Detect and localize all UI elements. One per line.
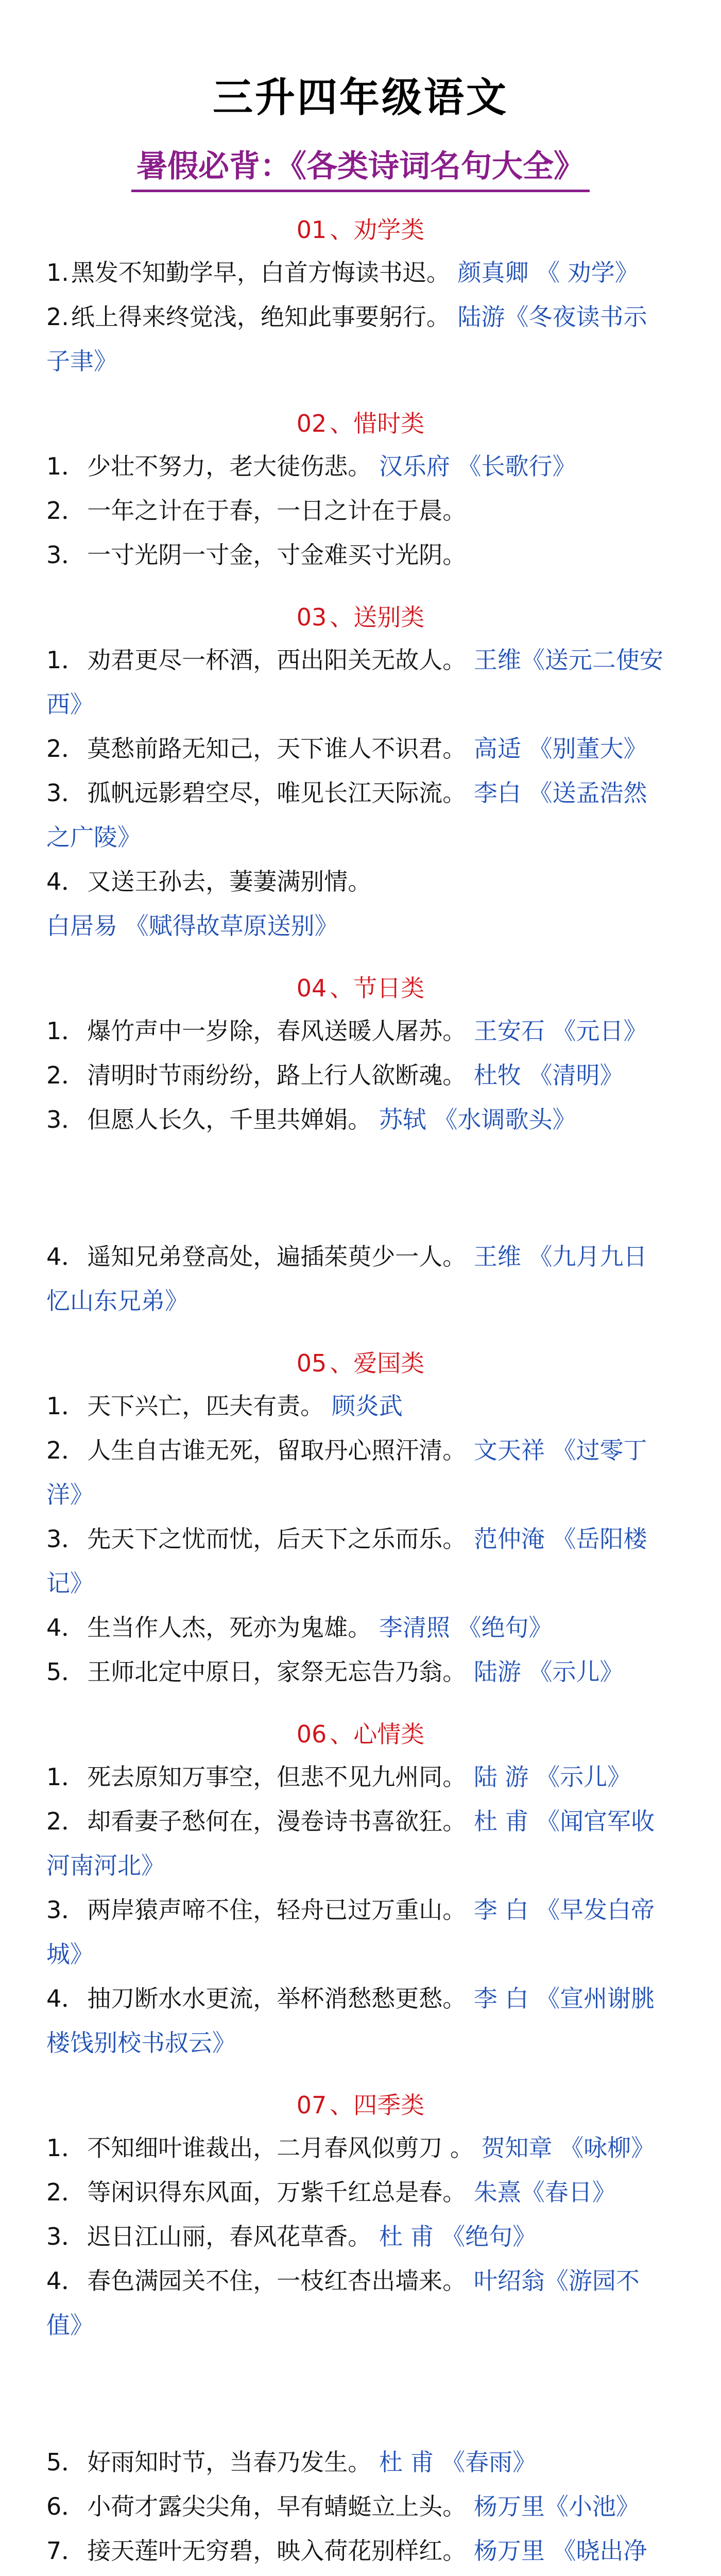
verse-source: 杨万里 《晓出净 xyxy=(473,2537,647,2565)
verse-item xyxy=(0,638,721,726)
verse-source: 高适 《别董大》 xyxy=(473,735,647,762)
verse-text: 不知细叶谁裁出，二月春风似剪刀 。 xyxy=(87,2134,474,2162)
verse-item xyxy=(0,1976,721,2065)
verse-text: 接天莲叶无穷碧，映入荷花别样红。 xyxy=(87,2537,467,2565)
verse-text: 人生自古谁无死，留取丹心照汗清。 xyxy=(87,1436,467,1464)
verse-index: 1． xyxy=(46,2134,85,2162)
verse-item xyxy=(0,1384,721,1428)
verse-index: 2． xyxy=(46,1061,85,1089)
verse-source: 杜牧 《清明》 xyxy=(473,1061,624,1089)
verse-index: 3． xyxy=(46,779,85,807)
verse-item xyxy=(0,1605,721,1650)
verse-item xyxy=(0,1097,721,1142)
verse-text: 孤帆远影碧空尽，唯见长江天际流。 xyxy=(87,779,467,807)
verse-source: 陆游 《示儿》 xyxy=(473,1658,624,1686)
section-heading xyxy=(0,209,721,250)
verse-text: 遥知兄弟登高处，遍插茱萸少一人。 xyxy=(87,1243,467,1270)
verse-text: 但愿人长久，千里共婵娟。 xyxy=(87,1106,372,1133)
verse-source: 文天祥 《过零丁洋》 xyxy=(46,1436,647,1509)
verse-item xyxy=(0,2214,721,2259)
verse-text: 清明时节雨纷纷，路上行人欲断魂。 xyxy=(87,1061,467,1089)
section-separator: 、 xyxy=(330,2091,354,2119)
section-number: 03 xyxy=(296,603,327,631)
verse-item xyxy=(0,1888,721,1976)
section-heading xyxy=(0,597,721,638)
verse-source: 王维《送元二使安西》 xyxy=(46,646,663,718)
section-name: 劝学类 xyxy=(353,216,425,244)
verse-source: 李清照 《绝句》 xyxy=(379,1614,553,1641)
verse-index: 2． xyxy=(46,497,85,524)
verse-index: 1. xyxy=(46,259,69,286)
verse-source: 苏轼 《水调歌头》 xyxy=(379,1106,576,1133)
verse-index: 3． xyxy=(46,1525,85,1553)
verse-index: 5． xyxy=(46,2448,85,2476)
verse-index: 2． xyxy=(46,1807,85,1835)
verse-text: 死去原知万事空，但悲不见九州同。 xyxy=(87,1763,467,1791)
blank-spacer xyxy=(0,2347,721,2440)
verse-text: 小荷才露尖尖角，早有蜻蜓立上头。 xyxy=(87,2493,467,2520)
verse-item xyxy=(0,2529,721,2576)
verse-index: 4． xyxy=(46,1243,85,1270)
verse-index: 2． xyxy=(46,1436,85,1464)
verse-text: 莫愁前路无知己，天下谁人不识君。 xyxy=(87,735,467,762)
verse-text: 少壮不努力，老大徒伤悲。 xyxy=(87,452,372,480)
verse-index: 3． xyxy=(46,1896,85,1924)
verse-item xyxy=(0,2440,721,2484)
section-name: 爱国类 xyxy=(353,1349,425,1377)
verse-text: 生当作人杰，死亦为鬼雄。 xyxy=(87,1614,372,1641)
verse-source: 朱熹《春日》 xyxy=(473,2178,616,2206)
verse-item xyxy=(0,444,721,488)
verse-index: 4． xyxy=(46,1985,85,2012)
verse-source: 汉乐府 《长歌行》 xyxy=(379,452,576,480)
verse-text: 先天下之忧而忧，后天下之乐而乐。 xyxy=(87,1525,467,1553)
verse-text: 爆竹声中一岁除，春风送暖人屠苏。 xyxy=(87,1017,467,1045)
verse-text: 劝君更尽一杯酒，西出阳关无故人。 xyxy=(87,646,467,674)
section-heading xyxy=(0,2084,721,2126)
section-separator: 、 xyxy=(330,1349,354,1377)
verse-item xyxy=(0,1755,721,1799)
verse-item xyxy=(0,250,721,295)
verse-item xyxy=(0,1009,721,1053)
section-heading xyxy=(0,1343,721,1384)
verse-item xyxy=(0,2484,721,2529)
verse-text: 黑发不知勤学早，白首方悔读书迟。 xyxy=(71,259,450,286)
verse-source: 杜 甫 《春雨》 xyxy=(379,2448,537,2476)
section-name: 送别类 xyxy=(353,603,425,631)
verse-source: 顾炎武 xyxy=(331,1392,403,1420)
verse-index: 4． xyxy=(46,1614,85,1641)
verse-item xyxy=(0,2259,721,2347)
verse-text: 王师北定中原日，家祭无忘告乃翁。 xyxy=(87,1658,467,1686)
verse-source: 王维 《九月九日忆山东兄弟》 xyxy=(46,1243,647,1315)
verse-item xyxy=(0,533,721,577)
subtitle-text: 暑假必背：《各类诗词名句大全》 xyxy=(131,143,590,192)
verse-source: 王安石 《元日》 xyxy=(473,1017,647,1045)
section-heading xyxy=(0,403,721,444)
page-subtitle xyxy=(0,143,721,190)
verse-item xyxy=(0,859,721,948)
verse-source: 叶绍翁《游园不值》 xyxy=(46,2267,640,2339)
verse-text: 春色满园关不住，一枝红杏出墙来。 xyxy=(87,2267,467,2295)
verse-index: 5． xyxy=(46,1658,85,1686)
verse-text: 却看妻子愁何在，漫卷诗书喜欲狂。 xyxy=(87,1807,467,1835)
verse-text: 天下兴亡，匹夫有责。 xyxy=(87,1392,324,1420)
verse-index: 3． xyxy=(46,541,85,569)
verse-source: 杨万里《小池》 xyxy=(473,2493,640,2520)
verse-index: 4． xyxy=(46,2267,85,2295)
verse-index: 6． xyxy=(46,2493,85,2520)
verse-item xyxy=(0,1234,721,1323)
section-name: 四季类 xyxy=(353,2091,425,2119)
section-heading xyxy=(0,968,721,1009)
verse-text: 又送王孙去，萋萋满别情。 xyxy=(87,868,372,895)
verse-item xyxy=(0,1053,721,1097)
sections-container xyxy=(0,209,721,2576)
verse-source: 李 白 《宣州谢朓楼饯别校书叔云》 xyxy=(46,1985,655,2057)
verse-source: 陆 游 《示儿》 xyxy=(473,1763,631,1791)
verse-index: 1． xyxy=(46,1017,85,1045)
verse-source: 范仲淹 《岳阳楼记》 xyxy=(46,1525,647,1597)
verse-index: 1． xyxy=(46,646,85,674)
section-number: 01 xyxy=(296,216,327,244)
verse-index: 2． xyxy=(46,2178,85,2206)
verse-source: 贺知章 《咏柳》 xyxy=(481,2134,655,2162)
verse-index: 3． xyxy=(46,2223,85,2250)
section-number: 05 xyxy=(296,1349,327,1377)
section-number: 06 xyxy=(296,1720,327,1748)
verse-item xyxy=(0,2126,721,2170)
section-separator: 、 xyxy=(330,410,354,437)
verse-text: 两岸猿声啼不住，轻舟已过万重山。 xyxy=(87,1896,467,1924)
section-number: 04 xyxy=(296,974,327,1002)
section-heading xyxy=(0,1714,721,1755)
verse-item xyxy=(0,771,721,859)
verse-index: 2. xyxy=(46,303,69,331)
verse-item xyxy=(0,1517,721,1605)
section-separator: 、 xyxy=(330,974,354,1002)
verse-index: 1． xyxy=(46,452,85,480)
verse-item xyxy=(0,1799,721,1888)
verse-item xyxy=(0,2170,721,2214)
section-name: 惜时类 xyxy=(353,410,425,437)
section-separator: 、 xyxy=(330,1720,354,1748)
blank-spacer xyxy=(0,1142,721,1234)
verse-source: 杜 甫 《闻官军收河南河北》 xyxy=(46,1807,655,1879)
verse-index: 3． xyxy=(46,1106,85,1133)
verse-text: 一寸光阴一寸金，寸金难买寸光阴。 xyxy=(87,541,467,569)
verse-index: 1． xyxy=(46,1763,85,1791)
verse-item xyxy=(0,1650,721,1694)
verse-item xyxy=(0,295,721,383)
verse-text: 好雨知时节，当春乃发生。 xyxy=(87,2448,372,2476)
verse-index: 7． xyxy=(46,2537,85,2565)
verse-index: 2． xyxy=(46,735,85,762)
verse-source: 李白 《送孟浩然之广陵》 xyxy=(46,779,647,851)
section-name: 节日类 xyxy=(353,974,425,1002)
verse-item xyxy=(0,726,721,771)
verse-text: 迟日江山丽，春风花草香。 xyxy=(87,2223,372,2250)
section-separator: 、 xyxy=(330,216,354,244)
verse-text: 纸上得来终觉浅，绝知此事要躬行。 xyxy=(71,303,450,331)
verse-source: 颜真卿 《 劝学》 xyxy=(457,259,639,286)
verse-text: 一年之计在于春，一日之计在于晨。 xyxy=(87,497,467,524)
verse-source: 李 白 《早发白帝城》 xyxy=(46,1896,655,1968)
section-number: 02 xyxy=(296,410,327,437)
verse-index: 4． xyxy=(46,868,85,895)
page-title: 三升四年级语文 xyxy=(212,75,508,121)
verse-source: 杜 甫 《绝句》 xyxy=(379,2223,537,2250)
section-name: 心情类 xyxy=(353,1720,425,1748)
verse-item xyxy=(0,488,721,533)
section-number: 07 xyxy=(296,2091,327,2119)
verse-source: 白居易 《赋得故草原送别》 xyxy=(46,912,338,940)
verse-index: 1． xyxy=(46,1392,85,1420)
verse-source: 陆游《冬夜读书示子聿》 xyxy=(46,303,647,375)
verse-text: 等闲识得东风面，万紫千红总是春。 xyxy=(87,2178,467,2206)
section-separator: 、 xyxy=(330,603,354,631)
verse-text: 抽刀断水水更流，举杯消愁愁更愁。 xyxy=(87,1985,467,2012)
verse-item xyxy=(0,1428,721,1517)
